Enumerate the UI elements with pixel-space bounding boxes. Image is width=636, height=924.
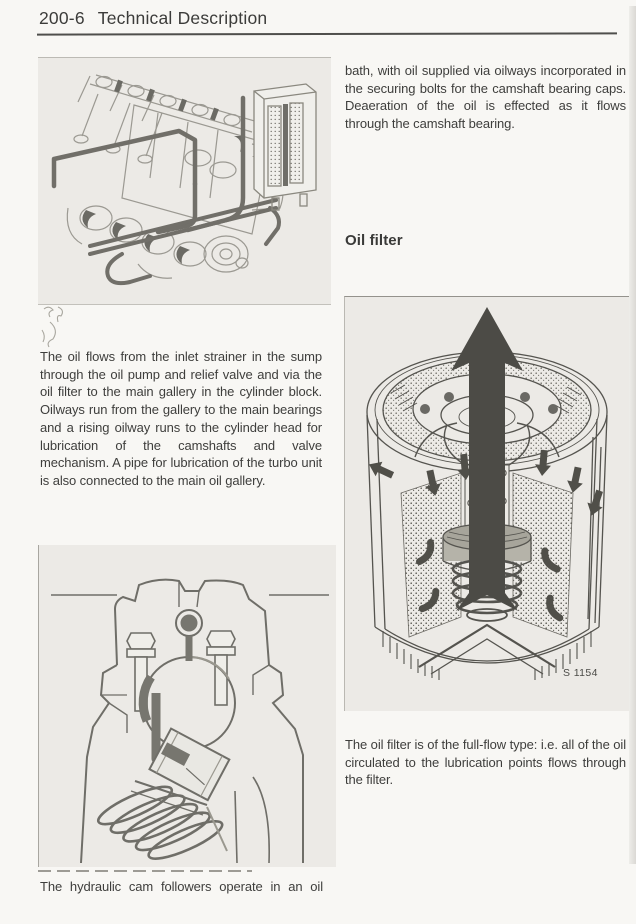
scan-shadow (629, 6, 636, 864)
engine-lubrication-system-illustration (38, 58, 331, 304)
oil-cooler (254, 84, 316, 210)
hydraulic-cam-follower-section-illustration (39, 545, 336, 867)
oil-filter-cutaway-illustration (345, 297, 629, 711)
oil-pipes (54, 98, 279, 283)
scan-smudge (38, 304, 84, 348)
page-title: Technical Description (97, 8, 268, 28)
cam-follower-figure (38, 545, 336, 867)
figure-caption: S 1154 (563, 667, 598, 679)
oil-filter-figure (344, 296, 629, 711)
paragraph-full-flow: The oil filter is of the full-flow type: i.e. all of the oil circulated to the lubrication points flows through the filter. (345, 737, 626, 788)
engine-lubrication-figure (38, 57, 331, 305)
page-header (39, 8, 267, 29)
figure-bottom-edge (38, 870, 252, 872)
oil-filter-heading: Oil filter (345, 232, 403, 249)
paragraph-cam-followers: The hydraulic cam followers operate in an oil (40, 879, 323, 894)
section-number: 200-6 (39, 8, 85, 28)
paragraph-oil-bath: bath, with oil supplied via oilways incorporated in the securing bolts for the camshaft bearing caps. Deaeration of the oil is effected as it flows through the camshaft bearing. (345, 63, 626, 132)
engine-outline (67, 75, 283, 278)
header-rule (37, 32, 617, 35)
bypass-plate (419, 625, 555, 674)
valve-stem (207, 807, 227, 851)
paragraph-oil-flow: The oil flows from the inlet strainer in the sump through the oil pump and relief valve and via the oil filter to the main gallery in the cylinder block. Oilways run from the gallery to the main bearings and a rising oilway runs to the cylinder head for lubrication of the camshafts and valve mechanism. A pipe for lubrication of the turbo unit is also connected to the main oil gallery. (40, 349, 322, 488)
